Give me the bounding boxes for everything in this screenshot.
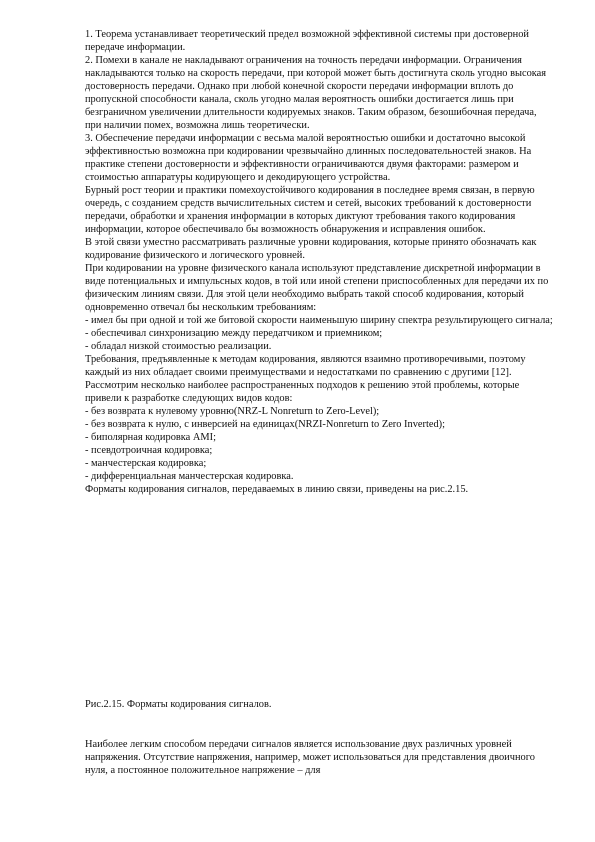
- paragraph-requirements-conflict: Требования, предъявленные к методам кодирования, являются взаимно противоречивыми, поэтому каждый из них обладает своими преимуществами и недостатками по сравнению с другими [12].: [85, 354, 526, 378]
- body-text: [85, 28, 555, 496]
- paragraph-coding-levels: В этой связи уместно рассматривать различные уровни кодирования, которые принято обозначать как кодирование физического и логического уровней.: [85, 237, 537, 261]
- paragraph-voltage-levels: Наиболее легким способом передачи сигналов является использование двух различных уровней напряжения. Отсутствие напряжения, например, может использоваться для представления двоичного нуля, а постоянное положительное напряжение – для: [85, 739, 535, 776]
- paragraph-theorem-point-3: 3. Обеспечение передачи информации с весьма малой вероятностью ошибки и достаточно высокой эффективностью возможна при кодировании чрезвычайно длинных последовательностей знаков. На практике степени достоверности и эффективности ограничиваются двумя факторами: размером и стоимостью аппаратуры кодирующего и декодирующего устройства.: [85, 133, 532, 183]
- requirement-item: - имел бы при одной и той же битовой скорости наименьшую ширину спектра результирующего сигнала;: [85, 315, 553, 326]
- requirement-item: - обладал низкой стоимостью реализации.: [85, 341, 272, 352]
- code-type-item: - без возврата к нулевому уровню(NRZ-L Nonreturn to Zero-Level);: [85, 406, 380, 417]
- code-type-item: - псевдотроичная кодировка;: [85, 445, 213, 456]
- code-type-item: - дифференциальная манчестерская кодировка.: [85, 471, 294, 482]
- paragraph-theorem-point-1: 1. Теорема устанавливает теоретический предел возможной эффективной системы при достоверной передаче информации.: [85, 29, 529, 53]
- paragraph-theorem-point-2: 2. Помехи в канале не накладывают ограничения на точность передачи информации. Ограничения накладываются только на скорость передачи, при которой может быть достигнута сколь угодно высокая достоверность передачи. Однако при любой конечной скорости передачи информации вплоть до пропускной способности канала, сколь угодно малая вероятность ошибки достигается лишь при безграничном увеличении длительности кодируемых знаков. Таким образом, безошибочная передача, при наличии помех, возможна лишь теоретически.: [85, 55, 547, 131]
- figure-caption: Рис.2.15. Форматы кодирования сигналов.: [85, 699, 272, 710]
- paragraph-coding-growth: Бурный рост теории и практики помехоустойчивого кодирования в последнее время связан, в первую очередь, с созданием средств вычислительных систем и сетей, высоких требований к достоверности передачи, обработки и хранения информации в которых диктуют требования такого кодирования информации, которое обеспечивало бы возможность обнаружения и исправления ошибок.: [85, 185, 535, 235]
- paragraph-figure-reference: Форматы кодирования сигналов, передаваемых в линию связи, приведены на рис.2.15.: [85, 484, 469, 495]
- paragraph-physical-coding: При кодировании на уровне физического канала используют представление дискретной информации в виде потенциальных и импульсных кодов, в той или иной степени приспособленных для передачи их по физическим линиям связи. Для этой цели необходимо выбрать такой способ кодирования, который одновременно отвечал бы нескольким требованиям:: [85, 263, 549, 313]
- code-type-item: - биполярная кодировка AMI;: [85, 432, 216, 443]
- code-type-item: - манчестерская кодировка;: [85, 458, 207, 469]
- paragraph-approaches-intro: Рассмотрим несколько наиболее распространенных подходов к решению этой проблемы, которые привели к разработке следующих видов кодов:: [85, 380, 520, 404]
- requirement-item: - обеспечивал синхронизацию между передатчиком и приемником;: [85, 328, 383, 339]
- code-type-item: - без возврата к нулю, с инверсией на единицах(NRZI-Nonreturn to Zero Inverted);: [85, 419, 446, 430]
